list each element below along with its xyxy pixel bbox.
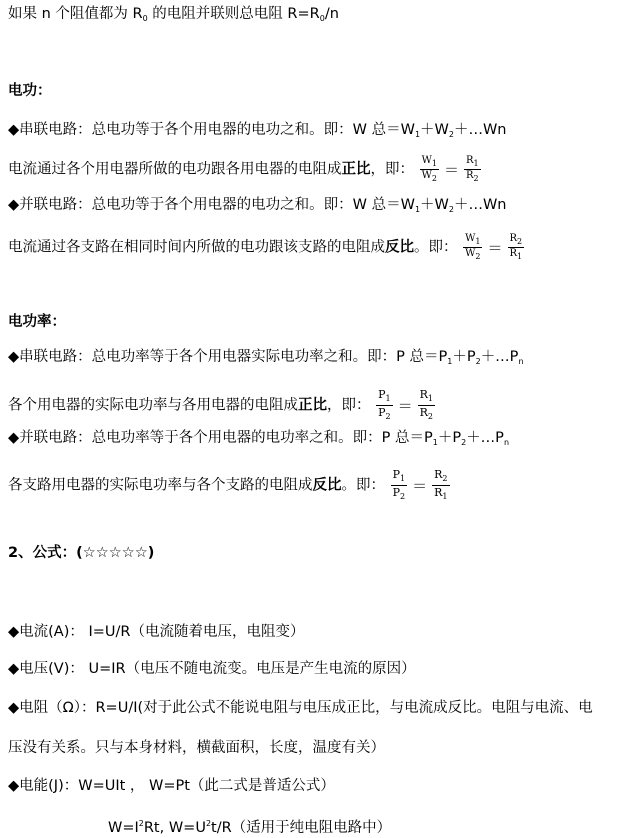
text: ，即： [327, 397, 371, 414]
text: ，即： [370, 161, 414, 178]
text: ◆串联电路：总电功率等于各个用电器实际电功率之和。即：P 总＝P [8, 349, 448, 365]
num: R [466, 155, 474, 166]
sub: 1 [475, 237, 481, 246]
num: R [509, 233, 518, 244]
formula-energy-line2 [108, 814, 391, 838]
sub: 1 [442, 492, 448, 501]
text: 。即： [341, 477, 385, 494]
text: Rt, W=U [143, 820, 206, 836]
num: W [421, 155, 432, 166]
den: P [392, 486, 401, 499]
den: R [434, 486, 443, 499]
power-parallel-ratio [8, 468, 451, 503]
work-parallel-ratio [8, 233, 525, 262]
formula-resistance-line2: 压没有关系。只与本身材料，横截面积，长度，温度有关） [8, 740, 385, 756]
sub: 2 [461, 438, 467, 447]
bold-text: 正比 [298, 397, 327, 414]
fraction-w1-w2 [463, 233, 482, 262]
text: ＋…Wn [453, 197, 507, 213]
num: R [419, 388, 428, 401]
text: ＋…Wn [453, 122, 507, 138]
sub: 2 [448, 205, 454, 214]
power-series-ratio [8, 388, 436, 423]
sub: 2 [475, 357, 481, 366]
power-heading: 电功率： [8, 314, 66, 330]
den: R [466, 170, 474, 181]
text: t/R（适用于纯电阻电路中） [211, 820, 392, 836]
equals-sign: ＝ [412, 476, 428, 495]
equals-sign: ＝ [443, 160, 459, 179]
text: ◆并联电路：总电功等于各个用电器的电功之和。即：W 总＝W [8, 197, 415, 213]
formula-energy-line1: ◆电能(J)：W=UIt ， W=Pt（此二式是普适公式） [8, 778, 335, 794]
text: 各个用电器的实际电功率与各用电器的电阻成 [8, 397, 298, 414]
sub: 2 [475, 252, 481, 261]
sub: 1 [414, 205, 421, 214]
sub: 2 [442, 474, 448, 483]
text: ＋P [452, 349, 476, 365]
formula-resistance-line1: ◆电阻（Ω）：R=U/I(对于此公式不能说电阻与电压成正比，与电流成反比。电阻与电流、电 [8, 700, 593, 716]
sub: 1 [517, 252, 523, 261]
num: R [434, 468, 443, 481]
text: 电流通过各个用电器所做的电功跟各用电器的电阻成 [8, 161, 342, 178]
text: ◆串联电路：总电功等于各个用电器的电功之和。即：W 总＝W [8, 122, 415, 138]
text: 。即： [414, 239, 458, 256]
work-series-ratio [8, 155, 482, 184]
sub: 2 [517, 237, 523, 246]
text: /n [324, 6, 339, 22]
text: 的电阻并联则总电阻 R=R [147, 6, 320, 22]
power-series-rule [8, 347, 524, 372]
sup: 2 [138, 819, 144, 828]
num: P [378, 388, 386, 401]
work-series-rule [8, 120, 507, 145]
text: ◆并联电路：总电功率等于各个用电器的电功率之和。即：P 总＝P [8, 430, 433, 446]
sub: 2 [385, 412, 391, 421]
bold-text: 反比 [312, 477, 342, 494]
sub: 2 [473, 174, 479, 183]
sub: n [518, 357, 524, 366]
work-parallel-rule [8, 195, 507, 220]
text: ＋P [437, 430, 462, 446]
sub: 2 [448, 130, 454, 139]
fraction-w1-w2 [420, 155, 439, 184]
fraction-r1-r2 [418, 388, 435, 423]
sub: 1 [431, 159, 437, 168]
den: P [378, 406, 386, 419]
sub: 0 [319, 14, 325, 23]
fraction-r2-r1 [432, 468, 449, 503]
num: W [465, 233, 476, 244]
sub: 1 [432, 438, 438, 447]
fraction-p1-p2 [391, 468, 408, 503]
den: R [419, 406, 428, 419]
text: ＋…P [480, 349, 519, 365]
sub: 1 [414, 130, 421, 139]
fraction-r1-r2 [464, 155, 481, 184]
sub: 1 [427, 394, 434, 403]
parallel-resistance-line [8, 4, 339, 29]
sub: n [503, 438, 510, 447]
text: 电流通过各支路在相同时间内所做的电功跟该支路的电阻成 [8, 239, 385, 256]
sup: 2 [205, 819, 212, 828]
bold-text: 反比 [385, 239, 414, 256]
fraction-p1-p2 [376, 388, 393, 423]
text: 各支路用电器的实际电功率与各个支路的电阻成 [8, 477, 313, 494]
sub: 1 [447, 357, 453, 366]
sub: 0 [142, 14, 148, 23]
text: ＋W [420, 197, 449, 213]
text: W=I [108, 820, 139, 836]
text: 如果 n 个阻值都为 R [8, 6, 143, 22]
den: R [509, 248, 518, 259]
formula-current: ◆电流(A)： I=U/R（电流随着电压，电阻变） [8, 624, 305, 640]
power-parallel-rule [8, 428, 509, 453]
formulas-heading: 2、公式：(☆☆☆☆☆) [8, 545, 155, 561]
sub: 1 [400, 474, 406, 483]
sub: 1 [473, 159, 479, 168]
formula-voltage: ◆电压(V)： U=IR（电压不随电流变。电压是产生电流的原因） [8, 661, 416, 677]
text: ＋…P [466, 430, 504, 446]
num: P [392, 468, 401, 481]
equals-sign: ＝ [487, 238, 503, 257]
den: W [465, 248, 476, 259]
sub: 2 [400, 492, 406, 501]
den: W [421, 170, 432, 181]
text: ＋W [420, 122, 449, 138]
bold-text: 正比 [341, 161, 371, 178]
sub: 2 [431, 174, 437, 183]
sub: 2 [427, 412, 434, 421]
work-heading: 电功： [8, 83, 52, 99]
fraction-r2-r1 [508, 233, 525, 262]
sub: 1 [385, 394, 391, 403]
equals-sign: ＝ [397, 396, 413, 415]
